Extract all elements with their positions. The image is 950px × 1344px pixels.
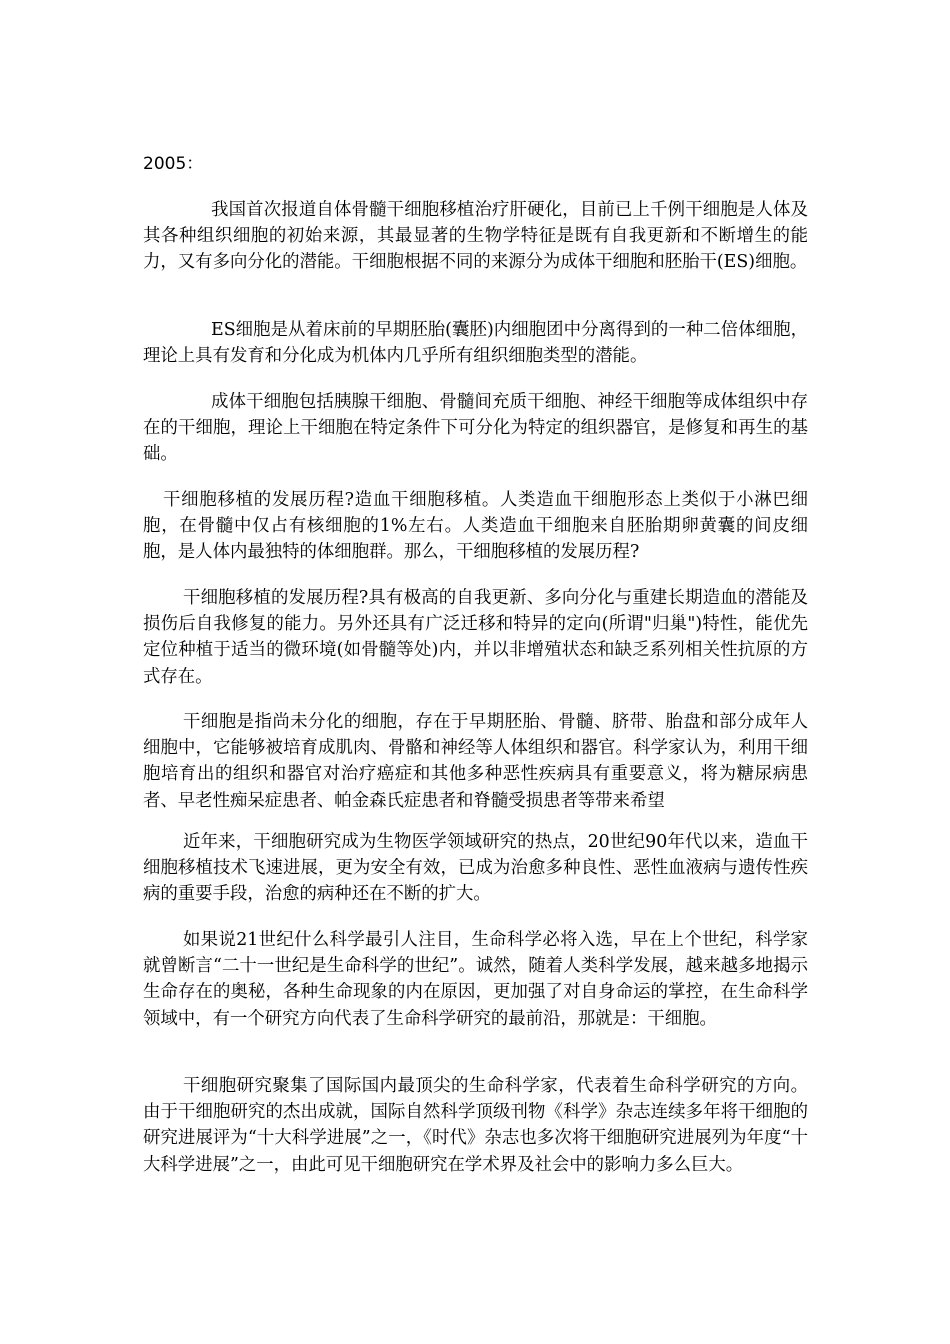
paragraph-undifferentiated-cells: 干细胞是指尚未分化的细胞，存在于早期胚胎、骨髓、脐带、胎盘和部分成年人细胞中，它能够被培育成肌肉、骨骼和神经等人体组织和器官。科学家认为，利用干细胞培育出的组织和器官对治疗癌症和其他多种恶性疾病具有重要意义，将为糖尿病患者、早老性痴呆症患者、帕金森氏症患者和脊髓受损患者等带来希望 (143, 712, 808, 811)
paragraph-recent-research: 近年来，干细胞研究成为生物医学领域研究的热点，20世纪90年代以来，造血干细胞移植技术飞速进展，更为安全有效，已成为治愈多种良性、恶性血液病与遗传性疾病的重要手段，治愈的病种还在不断的扩大。 (143, 832, 808, 905)
paragraph-research-impact: 干细胞研究聚集了国际国内最顶尖的生命科学家，代表着生命科学研究的方向。由于干细胞研究的杰出成就，国际自然科学顶级刊物《科学》杂志连续多年将干细胞的研究进展评为“十大科学进展”之一，《时代》杂志也多次将干细胞研究进展列为年度“十大科学进展”之一，由此可见干细胞研究在学术界及社会中的影响力多么巨大。 (143, 1076, 808, 1175)
paragraph-adult-stem-cells: 成体干细胞包括胰腺干细胞、骨髓间充质干细胞、神经干细胞等成体组织中存在的干细胞，理论上干细胞在特定条件下可分化为特定的组织器官，是修复和再生的基础。 (143, 392, 808, 465)
paragraph-life-science-century: 如果说21世纪什么科学最引人注目，生命科学必将入选，早在上个世纪，科学家就曾断言“二十一世纪是生命科学的世纪”。诚然，随着人类科学发展，越来越多地揭示生命存在的奥秘，各种生命现象的内在原因，更加强了对自身命运的掌控，在生命科学领域中，有一个研究方向代表了生命科学研究的最前沿，那就是：干细胞。 (143, 930, 808, 1029)
paragraph-transplant-properties: 干细胞移植的发展历程?具有极高的自我更新、多向分化与重建长期造血的潜能及损伤后自我修复的能力。另外还具有广泛迁移和特异的定向(所谓"归巢")特性，能优先定位种植于适当的微环境(如骨髓等处)内，并以非增殖状态和缺乏系列相关性抗原的方式存在。 (143, 588, 808, 687)
paragraph-transplant-history: 干细胞移植的发展历程?造血干细胞移植。人类造血干细胞形态上类似于小淋巴细胞，在骨髓中仅占有核细胞的1%左右。人类造血干细胞来自胚胎期卵黄囊的间皮细胞，是人体内最独特的体细胞群。那么，干细胞移植的发展历程? (143, 490, 808, 563)
paragraph-autologous-transplant: 我国首次报道自体骨髓干细胞移植治疗肝硬化，目前已上千例干细胞是人体及其各种组织细胞的初始来源，其最显著的生物学特征是既有自我更新和不断增生的能力，又有多向分化的潜能。干细胞根据不同的来源分为成体干细胞和胚胎干(ES)细胞。 (143, 200, 808, 273)
paragraph-es-cells: ES细胞是从着床前的早期胚胎(囊胚)内细胞团中分离得到的一种二倍体细胞，理论上具有发育和分化成为机体内几乎所有组织细胞类型的潜能。 (143, 320, 808, 367)
year-heading: 2005： (143, 154, 204, 174)
